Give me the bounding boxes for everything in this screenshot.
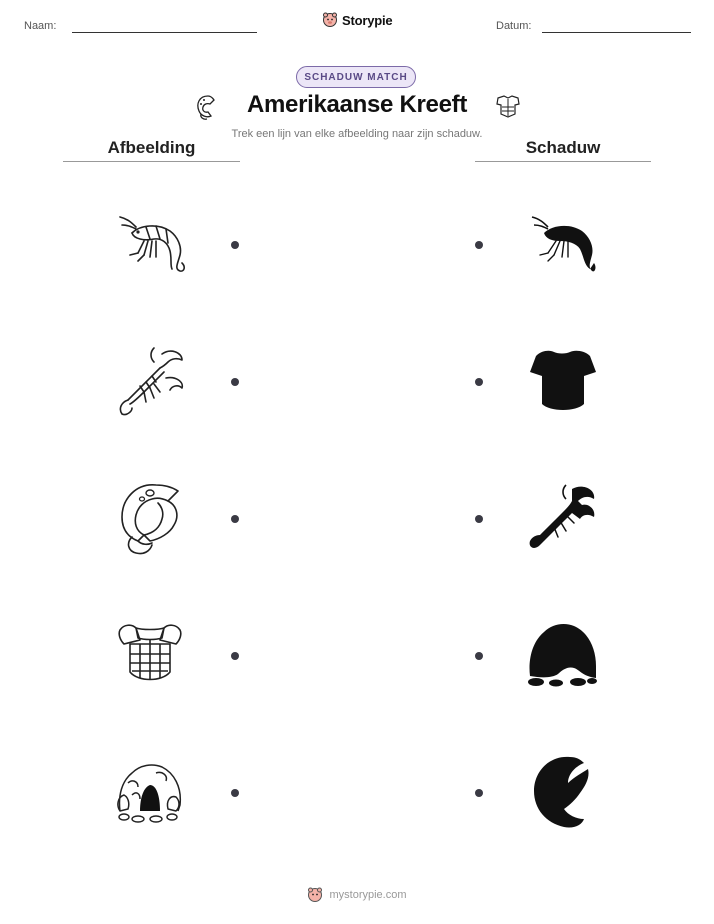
lobster-claw-icon bbox=[110, 479, 190, 559]
column-header-picture: Afbeelding bbox=[107, 138, 196, 157]
connect-dot-left-4[interactable] bbox=[231, 652, 239, 660]
shadow-lobster bbox=[522, 479, 602, 559]
name-line[interactable] bbox=[72, 32, 257, 33]
connect-dot-left-2[interactable] bbox=[231, 378, 239, 386]
lobster-shadow-icon bbox=[522, 479, 602, 559]
cave-shadow-icon bbox=[522, 616, 602, 696]
date-line[interactable] bbox=[542, 32, 691, 33]
armor-shadow-icon bbox=[522, 342, 602, 422]
connect-dot-left-5[interactable] bbox=[231, 789, 239, 797]
column-underline-left bbox=[63, 161, 240, 162]
column-header-shadow: Schaduw bbox=[525, 138, 601, 157]
shrimp-shadow-icon bbox=[522, 205, 602, 285]
lobster-icon bbox=[110, 342, 190, 422]
brand-logo bbox=[322, 12, 392, 28]
name-label: Naam: bbox=[24, 20, 57, 32]
connect-dot-right-5[interactable] bbox=[475, 789, 483, 797]
armor-icon bbox=[494, 92, 522, 120]
shadow-cave bbox=[522, 616, 602, 696]
connect-dot-left-3[interactable] bbox=[231, 515, 239, 523]
shrimp-icon bbox=[110, 205, 190, 285]
page-title: Amerikaanse Kreeft bbox=[246, 91, 468, 118]
connect-dot-right-1[interactable] bbox=[475, 241, 483, 249]
picture-armor bbox=[110, 616, 190, 696]
storypie-mascot-icon bbox=[307, 887, 323, 903]
footer-url[interactable]: mystorypie.com bbox=[329, 889, 407, 901]
connect-dot-right-2[interactable] bbox=[475, 378, 483, 386]
shadow-lobster-claw bbox=[522, 753, 602, 833]
connect-dot-left-1[interactable] bbox=[231, 241, 239, 249]
picture-shrimp bbox=[110, 205, 190, 285]
date-label: Datum: bbox=[496, 20, 532, 32]
cave-icon bbox=[110, 753, 190, 833]
column-underline-right bbox=[475, 161, 651, 162]
connect-dot-right-4[interactable] bbox=[475, 652, 483, 660]
footer bbox=[0, 887, 714, 903]
instructions: Trek een lijn van elke afbeelding naar zijn schaduw. bbox=[231, 128, 483, 140]
shadow-shrimp bbox=[522, 205, 602, 285]
connect-dot-right-3[interactable] bbox=[475, 515, 483, 523]
worksheet-type-badge: SCHADUW MATCH bbox=[296, 66, 416, 88]
storypie-mascot-icon bbox=[322, 12, 338, 28]
picture-lobster bbox=[110, 342, 190, 422]
picture-lobster-claw bbox=[110, 479, 190, 559]
brand-name: Storypie bbox=[342, 12, 393, 28]
picture-cave bbox=[110, 753, 190, 833]
lobster-claw-shadow-icon bbox=[522, 753, 602, 833]
armor-icon bbox=[110, 616, 190, 696]
shadow-armor bbox=[522, 342, 602, 422]
